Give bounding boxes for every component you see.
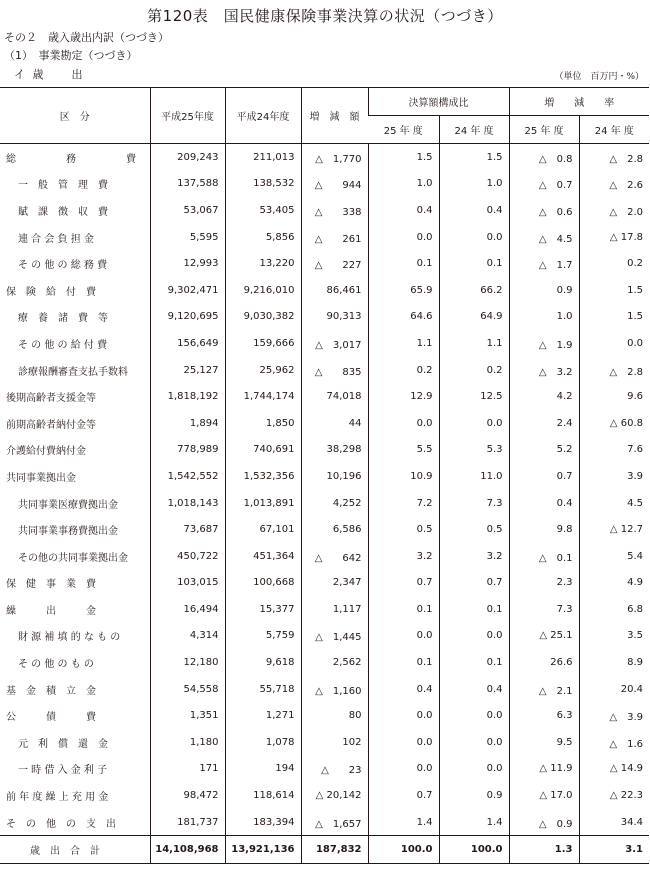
fy25-amount: 1,818,192 — [150, 383, 225, 410]
ratio-25: 0.0 — [368, 702, 439, 729]
ratio-24: 0.4 — [439, 197, 509, 224]
fy24-amount: 211,013 — [225, 144, 301, 171]
row-label: 前 年 度 繰 上 充 用 金 — [6, 792, 109, 804]
ratio-24: 1.1 — [439, 330, 509, 357]
fy25-amount: 171 — [150, 756, 225, 783]
rate-25: △ 0.6 — [509, 197, 579, 224]
row-label-cell — [0, 437, 150, 464]
row-label: そ の 他 の も の — [18, 659, 94, 671]
fy24-amount: 15,377 — [225, 596, 301, 623]
fy24-amount: 1,271 — [225, 702, 301, 729]
ratio-24: 1.0 — [439, 171, 509, 198]
table-row — [0, 410, 649, 437]
rate-24: △ 12.7 — [579, 516, 649, 543]
row-label-cell — [0, 144, 150, 171]
ratio-24: 1.5 — [439, 144, 509, 171]
rate-25: △ 25.1 — [509, 623, 579, 650]
header-fy24: 平成24年度 — [225, 88, 301, 144]
row-label: 共同事業拠出金 — [6, 472, 76, 484]
fy25-amount: 156,649 — [150, 330, 225, 357]
table-row — [0, 277, 649, 304]
table-row — [0, 357, 649, 384]
header-rate-25: 25 年 度 — [509, 116, 579, 144]
row-label: 介護給付費納付金 — [6, 446, 86, 458]
fy24-amount: 194 — [225, 756, 301, 783]
ratio-25: 0.0 — [368, 410, 439, 437]
row-label: 賦 課 徴 収 費 — [18, 206, 108, 218]
table-row — [0, 702, 649, 729]
ratio-24: 0.0 — [439, 224, 509, 251]
ratio-24: 100.0 — [439, 836, 509, 864]
row-label: そ の 他 の 支 出 — [6, 818, 116, 830]
row-label-cell — [0, 224, 150, 251]
rate-25: 7.3 — [509, 596, 579, 623]
row-label: 歳 出 合 計 — [30, 846, 100, 858]
fy25-amount: 450,722 — [150, 543, 225, 570]
difference: 74,018 — [301, 383, 368, 410]
table-row — [0, 782, 649, 809]
ratio-25: 0.0 — [368, 729, 439, 756]
row-label: そ の 他 の 給 付 費 — [18, 339, 108, 351]
ratio-25: 0.0 — [368, 756, 439, 783]
difference: 2,347 — [301, 570, 368, 597]
difference: 6,586 — [301, 516, 368, 543]
ratio-24: 0.7 — [439, 570, 509, 597]
difference: 86,461 — [301, 277, 368, 304]
difference: 1,117 — [301, 596, 368, 623]
ratio-25: 1.1 — [368, 330, 439, 357]
rate-25: 2.3 — [509, 570, 579, 597]
fy24-amount: 9,216,010 — [225, 277, 301, 304]
difference: △ 835 — [301, 357, 368, 384]
header-ratio-25: 25 年 度 — [368, 116, 439, 144]
rate-25: 5.2 — [509, 437, 579, 464]
header-ratio-24: 24 年 度 — [439, 116, 509, 144]
ratio-24: 0.1 — [439, 596, 509, 623]
fy24-amount: 9,030,382 — [225, 304, 301, 331]
difference: 4,252 — [301, 490, 368, 517]
row-label: 財 源 補 填 的 な も の — [18, 632, 121, 644]
ratio-25: 0.0 — [368, 623, 439, 650]
difference: 102 — [301, 729, 368, 756]
ratio-25: 0.7 — [368, 782, 439, 809]
ratio-25: 7.2 — [368, 490, 439, 517]
rate-24: △ 22.3 — [579, 782, 649, 809]
ratio-25: 64.6 — [368, 304, 439, 331]
rate-25: △ 17.0 — [509, 782, 579, 809]
rate-25: △ 0.7 — [509, 171, 579, 198]
subtitle-section: その２ 歳入歳出内訳（つづき） — [4, 31, 169, 44]
row-label-cell — [0, 463, 150, 490]
table-row — [0, 463, 649, 490]
unit-note: （単位 百万円・%） — [554, 72, 644, 82]
rate-25: △ 0.1 — [509, 543, 579, 570]
ratio-24: 0.9 — [439, 782, 509, 809]
table-header — [0, 88, 649, 144]
ratio-25: 0.0 — [368, 224, 439, 251]
difference: △ 1,657 — [301, 809, 368, 836]
ratio-25: 1.4 — [368, 809, 439, 836]
row-label-cell — [0, 330, 150, 357]
fy24-amount: 5,759 — [225, 623, 301, 650]
rate-24: 0.2 — [579, 250, 649, 277]
fy24-amount: 138,532 — [225, 171, 301, 198]
fy24-amount: 451,364 — [225, 543, 301, 570]
row-label-cell — [0, 729, 150, 756]
fy25-amount: 16,494 — [150, 596, 225, 623]
fy24-amount: 53,405 — [225, 197, 301, 224]
ratio-25: 65.9 — [368, 277, 439, 304]
fy24-amount: 183,394 — [225, 809, 301, 836]
difference: △ 642 — [301, 543, 368, 570]
table-row — [0, 623, 649, 650]
expenditure-table — [0, 87, 649, 864]
table-row — [0, 250, 649, 277]
row-label-cell — [0, 809, 150, 836]
ratio-24: 1.4 — [439, 809, 509, 836]
row-label-cell — [0, 836, 150, 864]
fy24-amount: 1,850 — [225, 410, 301, 437]
fy25-amount: 778,989 — [150, 437, 225, 464]
fy25-amount: 1,542,552 — [150, 463, 225, 490]
fy25-amount: 1,894 — [150, 410, 225, 437]
ratio-25: 0.1 — [368, 596, 439, 623]
ratio-25: 10.9 — [368, 463, 439, 490]
difference: △ 944 — [301, 171, 368, 198]
rate-25: △ 2.1 — [509, 676, 579, 703]
rate-25: △ 1.9 — [509, 330, 579, 357]
header-change-rate: 増 減 率 — [509, 88, 649, 116]
fy25-amount: 1,180 — [150, 729, 225, 756]
ratio-24: 0.1 — [439, 250, 509, 277]
fy25-amount: 5,595 — [150, 224, 225, 251]
rate-25: △ 0.9 — [509, 809, 579, 836]
row-label-cell — [0, 410, 150, 437]
rate-25: 0.7 — [509, 463, 579, 490]
ratio-25: 5.5 — [368, 437, 439, 464]
fy25-amount: 1,351 — [150, 702, 225, 729]
ratio-25: 0.7 — [368, 570, 439, 597]
fy25-amount: 98,472 — [150, 782, 225, 809]
row-label: その他の共同事業拠出金 — [18, 552, 128, 564]
rate-24: 6.8 — [579, 596, 649, 623]
rate-24: △ 1.6 — [579, 729, 649, 756]
ratio-24: 0.0 — [439, 729, 509, 756]
table-row — [0, 383, 649, 410]
rate-25: △ 1.7 — [509, 250, 579, 277]
fy24-amount: 25,962 — [225, 357, 301, 384]
ratio-24: 0.0 — [439, 623, 509, 650]
table-row — [0, 490, 649, 517]
row-label: 療 養 諸 費 等 — [18, 313, 108, 325]
table-row — [0, 596, 649, 623]
rate-25: △ 3.2 — [509, 357, 579, 384]
rate-25: △ 0.8 — [509, 144, 579, 171]
fy25-amount: 1,018,143 — [150, 490, 225, 517]
rate-25: 9.8 — [509, 516, 579, 543]
fy24-amount: 740,691 — [225, 437, 301, 464]
table-row — [0, 676, 649, 703]
table-row — [0, 809, 649, 836]
ratio-24: 64.9 — [439, 304, 509, 331]
row-label-cell — [0, 277, 150, 304]
row-label: 診療報酬審査支払手数料 — [18, 366, 128, 378]
table-row — [0, 171, 649, 198]
row-label: 保 健 事 業 費 — [6, 579, 96, 591]
rate-24: 3.9 — [579, 463, 649, 490]
rate-24: 8.9 — [579, 649, 649, 676]
table-row — [0, 197, 649, 224]
fy24-amount: 118,614 — [225, 782, 301, 809]
ratio-24: 7.3 — [439, 490, 509, 517]
fy25-amount: 73,687 — [150, 516, 225, 543]
ratio-25: 12.9 — [368, 383, 439, 410]
row-label: 繰 出 金 — [6, 605, 96, 617]
row-label-cell — [0, 197, 150, 224]
row-label-cell — [0, 304, 150, 331]
difference: △ 3,017 — [301, 330, 368, 357]
table-row — [0, 304, 649, 331]
rate-24: △ 60.8 — [579, 410, 649, 437]
difference: 10,196 — [301, 463, 368, 490]
ratio-25: 1.0 — [368, 171, 439, 198]
ratio-24: 0.1 — [439, 649, 509, 676]
fy25-amount: 181,737 — [150, 809, 225, 836]
table-body — [0, 144, 649, 864]
rate-24: 3.5 — [579, 623, 649, 650]
row-label: 総 務 費 — [6, 153, 136, 165]
fy24-amount: 13,921,136 — [225, 836, 301, 864]
row-label: 共同事業事務費拠出金 — [18, 526, 118, 538]
row-label-cell — [0, 649, 150, 676]
rate-24: 1.5 — [579, 304, 649, 331]
header-rate-24: 24 年 度 — [579, 116, 649, 144]
rate-24: 9.6 — [579, 383, 649, 410]
row-label-cell — [0, 702, 150, 729]
fy24-amount: 9,618 — [225, 649, 301, 676]
ratio-25: 0.1 — [368, 649, 439, 676]
row-label-cell — [0, 756, 150, 783]
row-label-cell — [0, 516, 150, 543]
difference: △ 1,160 — [301, 676, 368, 703]
row-label-cell — [0, 570, 150, 597]
ratio-24: 0.2 — [439, 357, 509, 384]
difference: 2,562 — [301, 649, 368, 676]
rate-25: △ 4.5 — [509, 224, 579, 251]
rate-24: △ 3.9 — [579, 702, 649, 729]
fy24-amount: 5,856 — [225, 224, 301, 251]
ratio-24: 0.5 — [439, 516, 509, 543]
table-row — [0, 144, 649, 171]
row-label: 基 金 積 立 金 — [6, 685, 96, 697]
ratio-25: 1.5 — [368, 144, 439, 171]
fy25-amount: 209,243 — [150, 144, 225, 171]
rate-24: △ 2.8 — [579, 144, 649, 171]
rate-24: 4.5 — [579, 490, 649, 517]
rate-24: 34.4 — [579, 809, 649, 836]
fy25-amount: 4,314 — [150, 623, 225, 650]
ratio-25: 100.0 — [368, 836, 439, 864]
ratio-24: 12.5 — [439, 383, 509, 410]
table-row — [0, 756, 649, 783]
ratio-24: 0.0 — [439, 756, 509, 783]
table-row — [0, 437, 649, 464]
rate-25: 9.5 — [509, 729, 579, 756]
row-label-cell — [0, 782, 150, 809]
rate-24: 3.1 — [579, 836, 649, 864]
table-row — [0, 729, 649, 756]
rate-25: 0.4 — [509, 490, 579, 517]
row-label-cell — [0, 623, 150, 650]
table-row — [0, 224, 649, 251]
difference: 80 — [301, 702, 368, 729]
row-label: 一 般 管 理 費 — [18, 180, 108, 192]
rate-24: △ 14.9 — [579, 756, 649, 783]
difference: 44 — [301, 410, 368, 437]
ratio-24: 0.4 — [439, 676, 509, 703]
difference: 38,298 — [301, 437, 368, 464]
row-label-cell — [0, 357, 150, 384]
row-label-cell — [0, 490, 150, 517]
rate-24: 20.4 — [579, 676, 649, 703]
row-label: 一 時 借 入 金 利 子 — [18, 765, 108, 777]
row-label: 公 債 費 — [6, 712, 96, 724]
header-composition-ratio: 決算額構成比 — [368, 88, 509, 116]
row-label: 保 険 給 付 費 — [6, 286, 96, 298]
row-label-cell — [0, 171, 150, 198]
rate-24: 7.6 — [579, 437, 649, 464]
fy24-amount: 1,078 — [225, 729, 301, 756]
row-label-cell — [0, 596, 150, 623]
difference: △ 1,770 — [301, 144, 368, 171]
subtitle-expenditure: イ 歳 出 — [14, 68, 85, 81]
rate-24: 1.5 — [579, 277, 649, 304]
fy25-amount: 9,302,471 — [150, 277, 225, 304]
table-row — [0, 330, 649, 357]
rate-24: △ 2.0 — [579, 197, 649, 224]
table-row — [0, 649, 649, 676]
rate-25: 1.3 — [509, 836, 579, 864]
row-label: そ の 他 の 総 務 費 — [18, 260, 108, 272]
difference: △ 1,445 — [301, 623, 368, 650]
fy24-amount: 1,532,356 — [225, 463, 301, 490]
table-row — [0, 570, 649, 597]
rate-25: 6.3 — [509, 702, 579, 729]
rate-25: 4.2 — [509, 383, 579, 410]
row-label: 前期高齢者納付金等 — [6, 419, 96, 431]
total-row — [0, 836, 649, 864]
row-label: 共同事業医療費拠出金 — [18, 499, 118, 511]
table-title: 第120表 国民健康保険事業決算の状況（つづき） — [147, 7, 503, 25]
difference: △ 23 — [301, 756, 368, 783]
subtitle-account: （1） 事業勘定（つづき） — [4, 49, 138, 62]
difference: △ 338 — [301, 197, 368, 224]
header-category: 区 分 — [0, 88, 150, 144]
ratio-24: 66.2 — [439, 277, 509, 304]
fy25-amount: 103,015 — [150, 570, 225, 597]
ratio-25: 0.5 — [368, 516, 439, 543]
table-row — [0, 516, 649, 543]
ratio-25: 3.2 — [368, 543, 439, 570]
row-label: 元 利 償 還 金 — [18, 738, 108, 750]
row-label-cell — [0, 543, 150, 570]
ratio-24: 0.0 — [439, 410, 509, 437]
ratio-24: 11.0 — [439, 463, 509, 490]
row-label: 連 合 会 負 担 金 — [18, 233, 94, 245]
row-label-cell — [0, 383, 150, 410]
fy24-amount: 100,668 — [225, 570, 301, 597]
header-difference: 増 減 額 — [301, 88, 368, 144]
fy24-amount: 1,013,891 — [225, 490, 301, 517]
fy24-amount: 1,744,174 — [225, 383, 301, 410]
difference: △ 20,142 — [301, 782, 368, 809]
fy25-amount: 25,127 — [150, 357, 225, 384]
rate-24: △ 2.8 — [579, 357, 649, 384]
table-row — [0, 543, 649, 570]
rate-25: 0.9 — [509, 277, 579, 304]
difference: △ 261 — [301, 224, 368, 251]
difference: 187,832 — [301, 836, 368, 864]
ratio-24: 0.0 — [439, 702, 509, 729]
rate-25: 1.0 — [509, 304, 579, 331]
fy25-amount: 14,108,968 — [150, 836, 225, 864]
header-fy25: 平成25年度 — [150, 88, 225, 144]
difference: 90,313 — [301, 304, 368, 331]
rate-24: △ 17.8 — [579, 224, 649, 251]
rate-25: △ 11.9 — [509, 756, 579, 783]
row-label-cell — [0, 250, 150, 277]
fy25-amount: 54,558 — [150, 676, 225, 703]
ratio-25: 0.1 — [368, 250, 439, 277]
fy25-amount: 9,120,695 — [150, 304, 225, 331]
fy24-amount: 159,666 — [225, 330, 301, 357]
fy24-amount: 13,220 — [225, 250, 301, 277]
rate-25: 2.4 — [509, 410, 579, 437]
rate-24: 5.4 — [579, 543, 649, 570]
ratio-24: 5.3 — [439, 437, 509, 464]
fy25-amount: 12,993 — [150, 250, 225, 277]
fy24-amount: 55,718 — [225, 676, 301, 703]
difference: △ 227 — [301, 250, 368, 277]
rate-24: 4.9 — [579, 570, 649, 597]
ratio-25: 0.2 — [368, 357, 439, 384]
ratio-24: 3.2 — [439, 543, 509, 570]
rate-25: 26.6 — [509, 649, 579, 676]
fy24-amount: 67,101 — [225, 516, 301, 543]
row-label-cell — [0, 676, 150, 703]
fy25-amount: 12,180 — [150, 649, 225, 676]
rate-24: △ 2.6 — [579, 171, 649, 198]
ratio-25: 0.4 — [368, 197, 439, 224]
row-label: 後期高齢者支援金等 — [6, 393, 96, 405]
rate-24: 0.0 — [579, 330, 649, 357]
ratio-25: 0.4 — [368, 676, 439, 703]
fy25-amount: 53,067 — [150, 197, 225, 224]
fy25-amount: 137,588 — [150, 171, 225, 198]
